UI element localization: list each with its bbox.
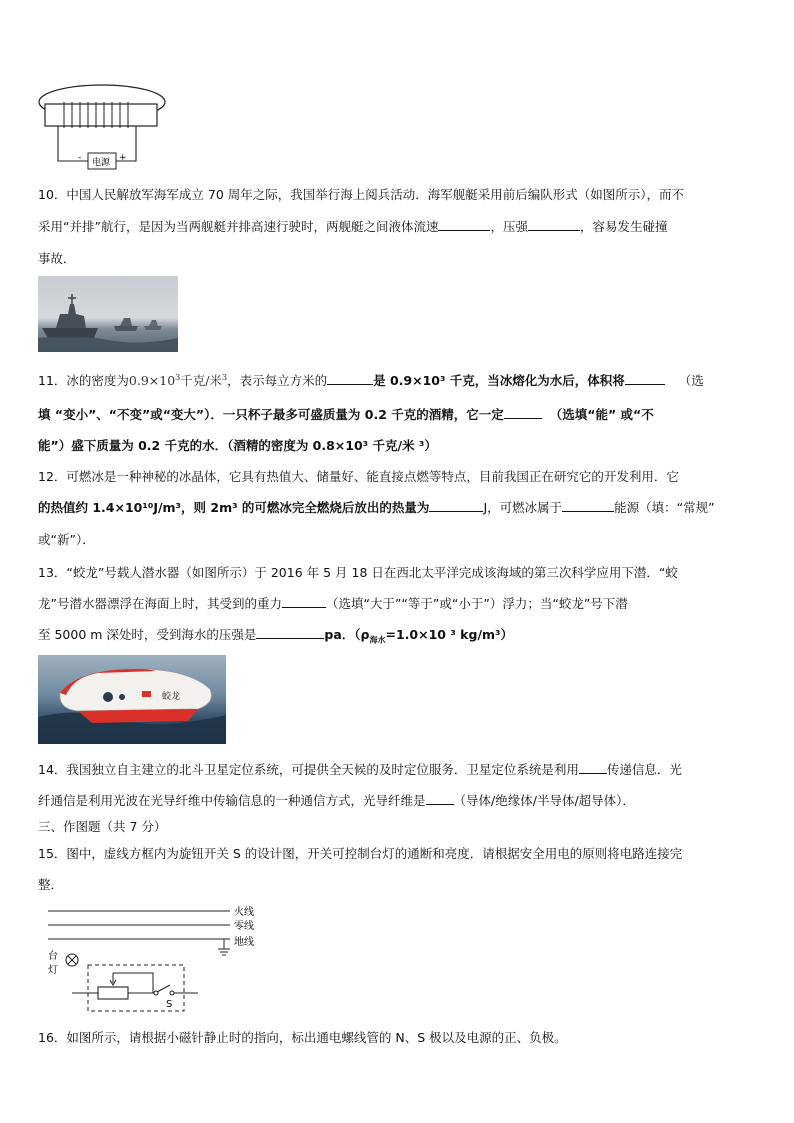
q11-line2: 填 “变小”、“不变”或“变大”）．一只杯子最多可盛质量为 0.2 千克的酒精，它一定 （选填“能” 或“不 — [38, 407, 654, 422]
answer-blank[interactable] — [426, 792, 454, 805]
q16-line1: 16．如图所示，请根据小磁针静止时的指向，标出通电螺线管的 N、S 极以及电源的正、负极。 — [38, 1030, 567, 1045]
answer-blank[interactable] — [504, 406, 542, 419]
ground-wire-label: 地线 — [234, 937, 254, 948]
circuit-diagram — [38, 903, 278, 1013]
section-heading: 三、作图题（共 7 分） — [38, 819, 167, 834]
q13-line3: 至 5000 m 深处时，受到海水的压强是 pa．（$\rho_{海水}=1.0\times 10$ ³ kg/m³） — [38, 627, 514, 645]
q13-line1: 13．“蛟龙”号载人潜水器（如图所示）于 2016 年 5 月 18 日在西北太平洋完成该海域的第三次科学应用下潜．“蛟 — [38, 565, 678, 580]
minus-sign: - — [78, 153, 82, 163]
lamp-label-top: 台 — [48, 951, 58, 962]
solenoid-figure — [36, 80, 171, 170]
plus-sign: + — [119, 153, 127, 163]
switch-label: S — [166, 999, 173, 1010]
answer-blank[interactable] — [256, 626, 324, 639]
answer-blank[interactable] — [528, 218, 580, 231]
answer-blank[interactable] — [438, 218, 490, 231]
source-label: 电源 — [92, 158, 111, 168]
answer-blank[interactable] — [625, 372, 665, 385]
answer-blank[interactable] — [562, 499, 614, 512]
q11-line1: 11．冰的密度为$0.9\times 10^3$千克/米$^3$，表示每立方米的 是 0.9×10³ 千克，当冰熔化为水后，体积将 （选 — [38, 373, 704, 389]
q14-line2: 纤通信是利用光波在光导纤维中传输信息的一种通信方式，光导纤维是 （导体/绝缘体/半导体/超导体）． — [38, 793, 635, 808]
q13-line2: 龙”号潜水器漂浮在海面上时，其受到的重力 （选填“大于”“等于”或“小于”）浮力；当“蛟龙”号下潜 — [38, 596, 628, 611]
q15-line1: 15．图中，虚线方框内为旋钮开关 S 的设计图，开关可控制台灯的通断和亮度．请根据安全用电的原则将电路连接完 — [38, 846, 683, 861]
q12-line1: 12．可燃冰是一种神秘的冰晶体，它具有热值大、储量好、能直接点燃等特点，目前我国正在研究它的开发利用．它 — [38, 469, 679, 484]
submersible-name: 蛟龙 — [162, 692, 181, 702]
q10-line1: 10．中国人民解放军海军成立 70 周年之际，我国举行海上阅兵活动．海军舰艇采用前后编队形式（如图所示），而不 — [38, 187, 685, 202]
q10-line3: 事故． — [38, 251, 76, 266]
lamp-label-bottom: 灯 — [48, 965, 58, 976]
q11-line3: 能”）盛下质量为 0.2 千克的水．（酒精的密度为 0.8×10³ 千克/米 ³） — [38, 438, 437, 453]
warships-photo — [38, 276, 178, 352]
q14-line1: 14．我国独立自主建立的北斗卫星定位系统，可提供全天候的及时定位服务．卫星定位系统是利用 传递信息．光 — [38, 762, 682, 777]
answer-blank[interactable] — [327, 372, 373, 385]
q12-line3: 或“新”）． — [38, 532, 95, 547]
answer-blank[interactable] — [429, 499, 483, 512]
q10-line2: 采用“并排”航行，是因为当两舰艇并排高速行驶时，两舰艇之间液体流速 ，压强 ，容易发生碰撞 — [38, 219, 668, 234]
answer-blank[interactable] — [282, 595, 326, 608]
submersible-photo — [38, 655, 226, 744]
answer-blank[interactable] — [579, 761, 607, 774]
q12-line2: 的热值约 1.4×10¹⁰J/m³，则 2m³ 的可燃冰完全燃烧后放出的热量为 J，可燃冰属于 能源（填：“常规” — [38, 500, 715, 515]
live-wire-label: 火线 — [234, 907, 254, 918]
neutral-wire-label: 零线 — [234, 921, 254, 932]
q15-line2: 整． — [38, 877, 64, 892]
